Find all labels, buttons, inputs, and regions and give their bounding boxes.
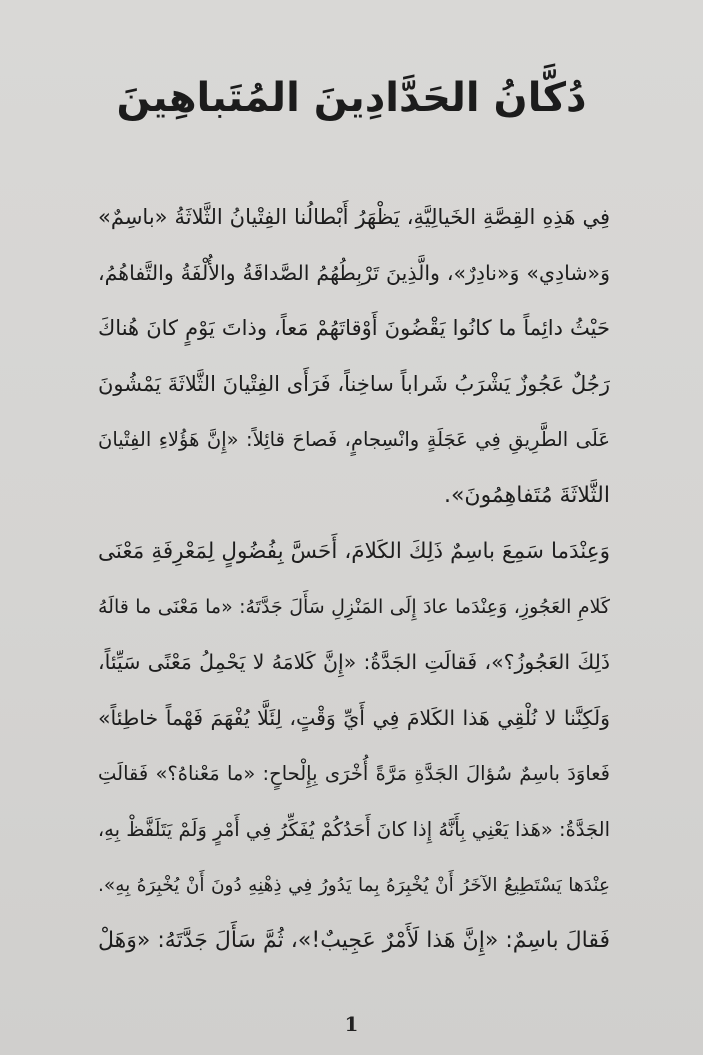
text-line: فَقالَ باسِمٌ: «إِنَّ هَذا لَأَمْرٌ عَجِيبٌ!»، ثُمَّ سَأَلَ جَدَّتَهُ: «وَهَلْ	[98, 928, 610, 954]
text-line: فِي هَذِهِ القِصَّةِ الخَيالِيَّةِ، يَظْهَرُ أَبْطالُنا الفِتْيانُ الثَّلاثَةُ «باسِمٌ»	[98, 205, 610, 229]
page-title: دُكَّانُ الحَدَّادِينَ المُتَباهِينَ	[116, 75, 587, 121]
paragraph-1	[98, 190, 610, 524]
text-line: وَ«شادِي» وَ«نادِرٌ»، والَّذِينَ تَرْبِطُهُمُ الصَّداقَةُ والأُلْفَةُ والتَّفاهُمُ،	[98, 260, 610, 285]
text-line: فَعاوَدَ باسِمٌ سُؤالَ الجَدَّةِ مَرَّةً أُخْرَى بِإِلْحاحٍ: «ما مَعْناهُ؟» فَقالَتِ	[98, 762, 610, 786]
text-line: عَلَى الطَّرِيقِ فِي عَجَلَةٍ وانْسِجامٍ، فَصاحَ قائِلاً: «إِنَّ هَؤُلاءِ الفِتْيانَ	[98, 428, 610, 452]
text-line: حَيْثُ دائِماً ما كانُوا يَقْضُونَ أَوْقاتَهُمْ مَعاً، وذاتَ يَوْمٍ كانَ هُناكَ	[98, 316, 610, 341]
text-line: وَعِنْدَما سَمِعَ باسِمٌ ذَلِكَ الكَلامَ، أَحَسَّ بِفُضُولٍ لِمَعْرِفَةِ مَعْنَى	[98, 539, 610, 564]
page-number: 1	[344, 1012, 359, 1036]
text-line: الجَدَّةُ: «هَذا يَعْنِي بِأَنَّهُ إِذا كانَ أَحَدُكُمْ يُفَكِّرُ فِي أَمْرٍ وَلَمْ يَتَلَفَّظْ بِهِ،	[98, 817, 610, 841]
text-line: وَلَكِنَّنا لا نُلْقِي هَذا الكَلامَ فِي أَيِّ وَقْتٍ، لِئَلَّا يُفْهَمَ فَهْماً خاطِئاً»	[98, 705, 610, 730]
text-line: الثَّلاثَةَ مُتَفاهِمُونَ».	[443, 482, 610, 508]
text-line: عِنْدَها يَسْتَطِيعُ الآخَرُ أَنْ يُخْبِرَهُ بِما يَدُورُ فِي ذِهْنِهِ دُونَ أَنْ يُخْبِرَهُ بِهِ».	[98, 874, 610, 896]
paragraph-2	[98, 524, 610, 969]
text-line: رَجُلٌ عَجُوزٌ يَشْرَبُ شَراباً ساخِناً، فَرَأَى الفِتْيانَ الثَّلاثَةَ يَمْشُونَ	[98, 371, 610, 396]
text-line: ذَلِكَ العَجُوزُ؟»، فَقالَتِ الجَدَّةُ: «إِنَّ كَلامَهُ لا يَحْمِلُ مَعْنًى سَيِّئاً،	[98, 650, 610, 675]
text-line: كَلامِ العَجُوزِ، وَعِنْدَما عادَ إِلَى المَنْزِلِ سَأَلَ جَدَّتَهُ: «ما مَعْنَى ما قالَهُ	[98, 595, 610, 618]
